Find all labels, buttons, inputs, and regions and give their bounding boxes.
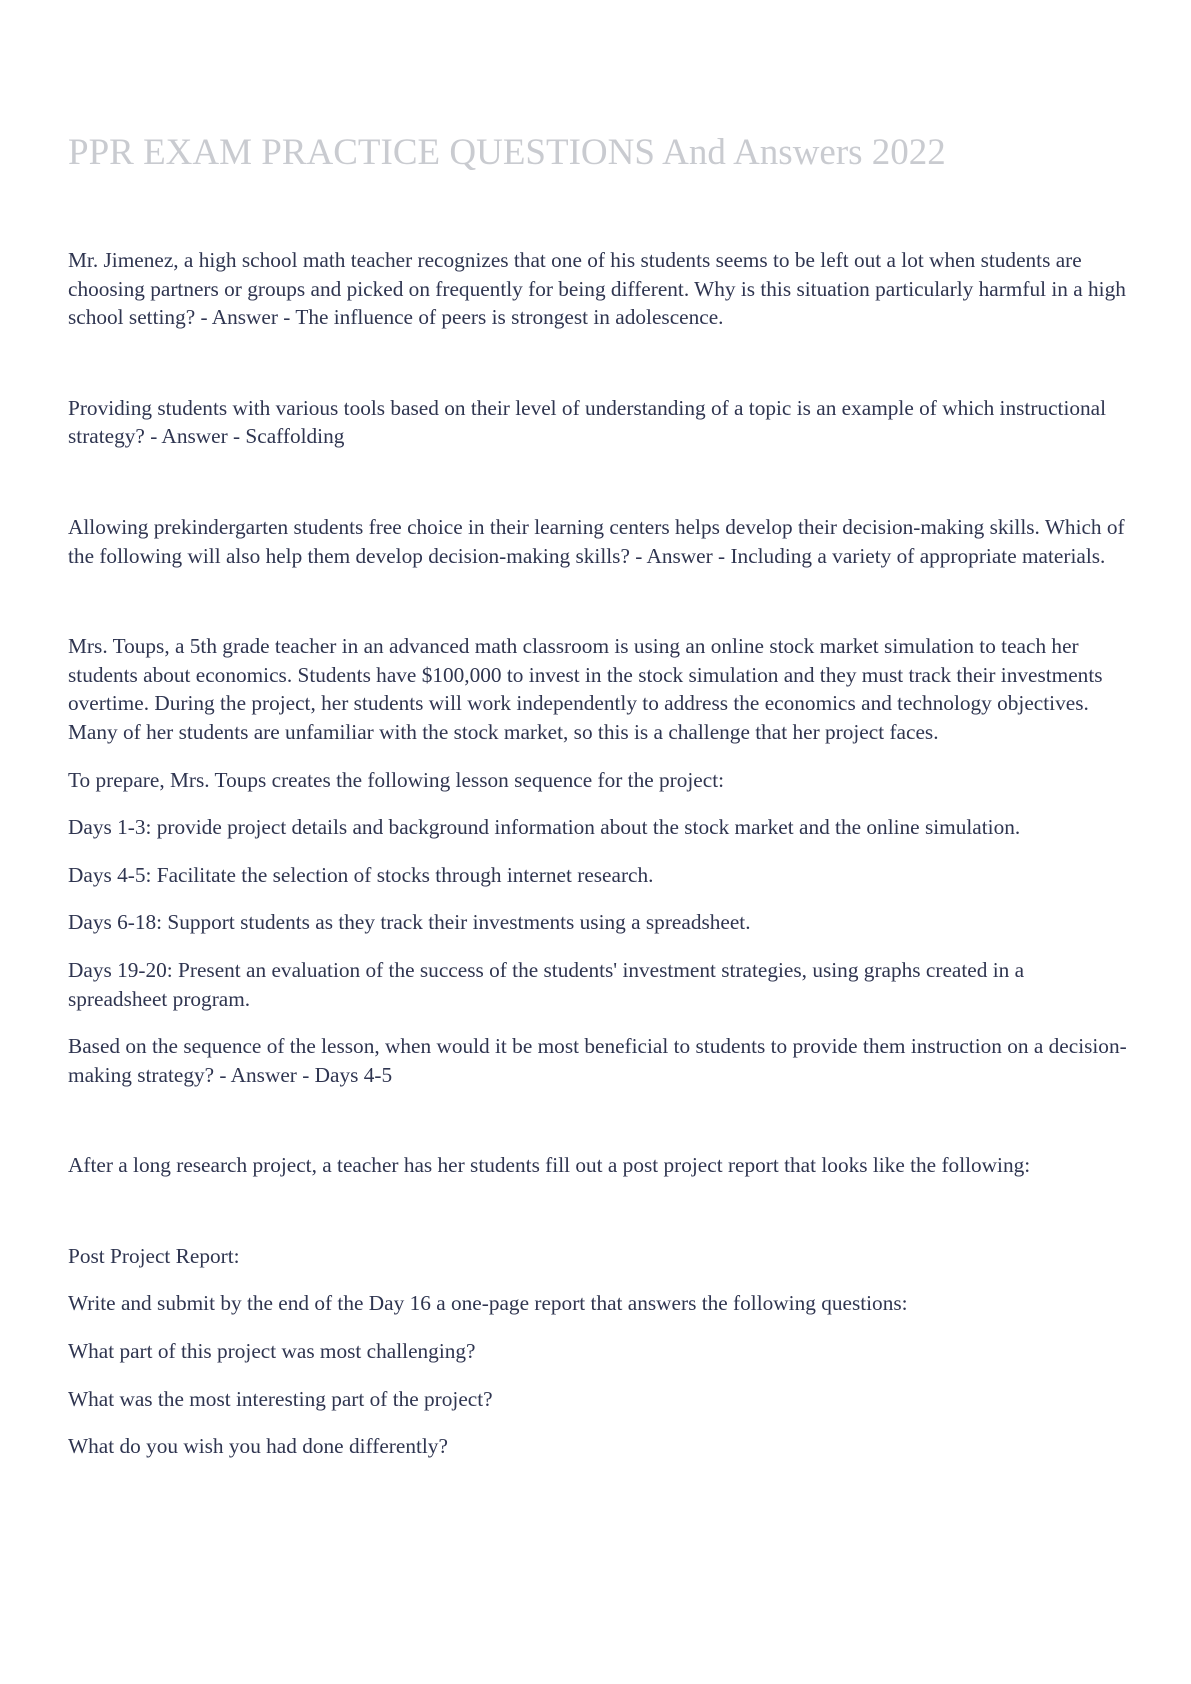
question-4-lesson-intro: To prepare, Mrs. Toups creates the following lesson sequence for the project: <box>68 767 725 792</box>
question-1: Mr. Jimenez, a high school math teacher recognizes that one of his students seems to be left out a lot when students are choosing partners or groups and picked on frequently for being different. Why is this situation particularly harmful in a high school setting? - Answer - The influence of peers is strongest in adolescence. <box>68 248 1126 330</box>
report-question-2: What was the most interesting part of the project? <box>68 1386 493 1411</box>
question-2: Providing students with various tools based on their level of understanding of a topic is an example of which instructional strategy? - Answer - Scaffolding <box>68 395 1107 449</box>
document-title: PPR EXAM PRACTICE QUESTIONS And Answers 2022 <box>68 132 946 173</box>
question-4-days-4-5: Days 4-5: Facilitate the selection of stocks through internet research. <box>68 862 654 887</box>
question-4-days-19-20: Days 19-20: Present an evaluation of the success of the students' investment strategies, using graphs created in a spreadsheet program. <box>68 957 1025 1011</box>
question-5-intro: After a long research project, a teacher has her students fill out a post project report that looks like the following: <box>68 1153 1031 1178</box>
report-question-1: What part of this project was most challenging? <box>68 1339 476 1364</box>
report-heading: Post Project Report: <box>68 1243 240 1268</box>
question-3: Allowing prekindergarten students free choice in their learning centers helps develop their decision-making skills. Which of the following will also help them develop decision-making skills? - Answer - Including a variety of appropriate materials. <box>68 514 1125 568</box>
question-4-days-6-18: Days 6-18: Support students as they track their investments using a spreadsheet. <box>68 910 751 935</box>
question-4-answer: Based on the sequence of the lesson, when would it be most beneficial to students to provide them instruction on a decision-making strategy? - Answer - Days 4-5 <box>68 1034 1127 1087</box>
document-body <box>68 246 1128 1461</box>
report-instructions: Write and submit by the end of the Day 16 a one-page report that answers the following questions: <box>68 1291 908 1316</box>
question-4-days-1-3: Days 1-3: provide project details and background information about the stock market and the online simulation. <box>68 815 1021 840</box>
report-question-3: What do you wish you had done differently? <box>68 1434 448 1459</box>
question-4-scenario: Mrs. Toups, a 5th grade teacher in an advanced math classroom is using an online stock market simulation to teach her students about economics. Students have $100,000 to invest in the stock simulation and they must track their investments overtime. During the project, her students will work independently to address the economics and technology objectives. Many of her students are unfamiliar with the stock market, so this is a challenge that her project faces. <box>68 634 1103 744</box>
